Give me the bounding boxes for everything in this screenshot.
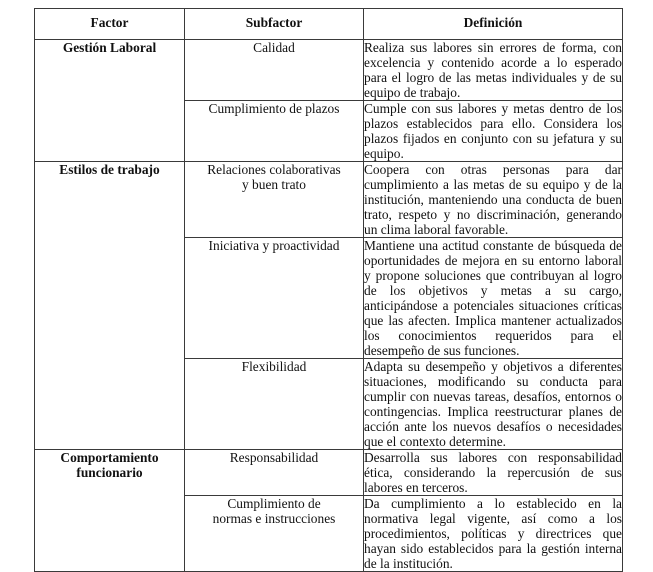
header-row <box>35 9 623 40</box>
factors-table <box>34 8 623 572</box>
subfactor-cell-responsabilidad <box>185 450 364 496</box>
header-definition: Definición <box>364 9 623 40</box>
subfactor-cell-relaciones-colaborativas <box>185 162 364 238</box>
subfactor-label-line: normas e instrucciones <box>212 511 336 526</box>
subfactor-cell-flexibilidad <box>185 359 364 450</box>
subfactor-label: Flexibilidad <box>241 359 307 374</box>
factor-label-line: Comportamiento <box>60 450 159 465</box>
table-row <box>35 40 623 101</box>
factor-label-line: funcionario <box>76 465 143 480</box>
subfactor-label-line: y buen trato <box>242 177 306 192</box>
subfactor-label: Responsabilidad <box>229 450 319 465</box>
factor-cell-estilos-trabajo <box>35 162 185 450</box>
definition-cell-iniciativa: Mantiene una actitud constante de búsqueda de oportunidades de mejora en su entorno laboral y propone soluciones que contribuyan al logro de los objetivos y metas a su cargo, anticipándose a potenciales situaciones críticas que las afecten. Implica mantener actualizados los conocimientos requeridos para el desempeño de sus funciones. <box>364 238 622 358</box>
factor-label: Estilos de trabajo <box>59 162 160 177</box>
table-row <box>35 450 623 496</box>
definition-cell-responsabilidad: Desarrolla sus labores con responsabilidad ética, considerando la repercusión de sus labores en terceros. <box>364 450 622 495</box>
subfactor-cell-iniciativa <box>185 238 364 359</box>
definition-cell-calidad: Realiza sus labores sin errores de forma, con excelencia y contenido acorde a lo esperado para el logro de las metas individuales y de su equipo de trabajo. <box>364 40 622 100</box>
definition-cell-cumplimiento-normas: Da cumplimiento a lo establecido en la normativa legal vigente, así como a los procedimientos, políticas y directrices que hayan sido establecidos para la gestión interna de la institución. <box>364 496 622 571</box>
subfactor-label-line: Cumplimiento de <box>227 496 321 511</box>
definition-cell-relaciones-colaborativas: Coopera con otras personas para dar cumplimiento a las metas de su equipo y de la institución, manteniendo una conducta de buen trato, respeto y no discriminación, generando un clima laboral favorable. <box>364 162 622 237</box>
subfactor-cell-cumplimiento-normas <box>185 496 364 572</box>
definition-cell-flexibilidad: Adapta su desempeño y objetivos a diferentes situaciones, modificando su conducta para cumplir con nuevas tareas, desafíos, entornos o contingencias. Implica reestructurar planes de acción ante los nuevos desafíos o necesidades que el contexto determine. <box>364 359 622 449</box>
subfactor-label: Calidad <box>253 40 295 55</box>
factor-cell-comportamiento-funcionario <box>35 450 185 572</box>
table-row <box>35 162 623 238</box>
header-subfactor: Subfactor <box>185 9 364 40</box>
subfactor-label-line: Relaciones colaborativas <box>207 162 341 177</box>
definition-cell-cumplimiento-plazos: Cumple con sus labores y metas dentro de los plazos establecidos para ello. Considera los plazos fijados en conjunto con su jefatura y su equipo. <box>364 101 622 161</box>
header-factor: Factor <box>35 9 185 40</box>
subfactor-label: Iniciativa y proactividad <box>208 238 340 253</box>
subfactor-cell-cumplimiento-plazos <box>185 101 364 162</box>
subfactor-label: Cumplimiento de plazos <box>208 101 340 116</box>
subfactor-cell-calidad <box>185 40 364 101</box>
factor-label: Gestión Laboral <box>62 40 157 55</box>
factor-cell-gestion-laboral <box>35 40 185 162</box>
